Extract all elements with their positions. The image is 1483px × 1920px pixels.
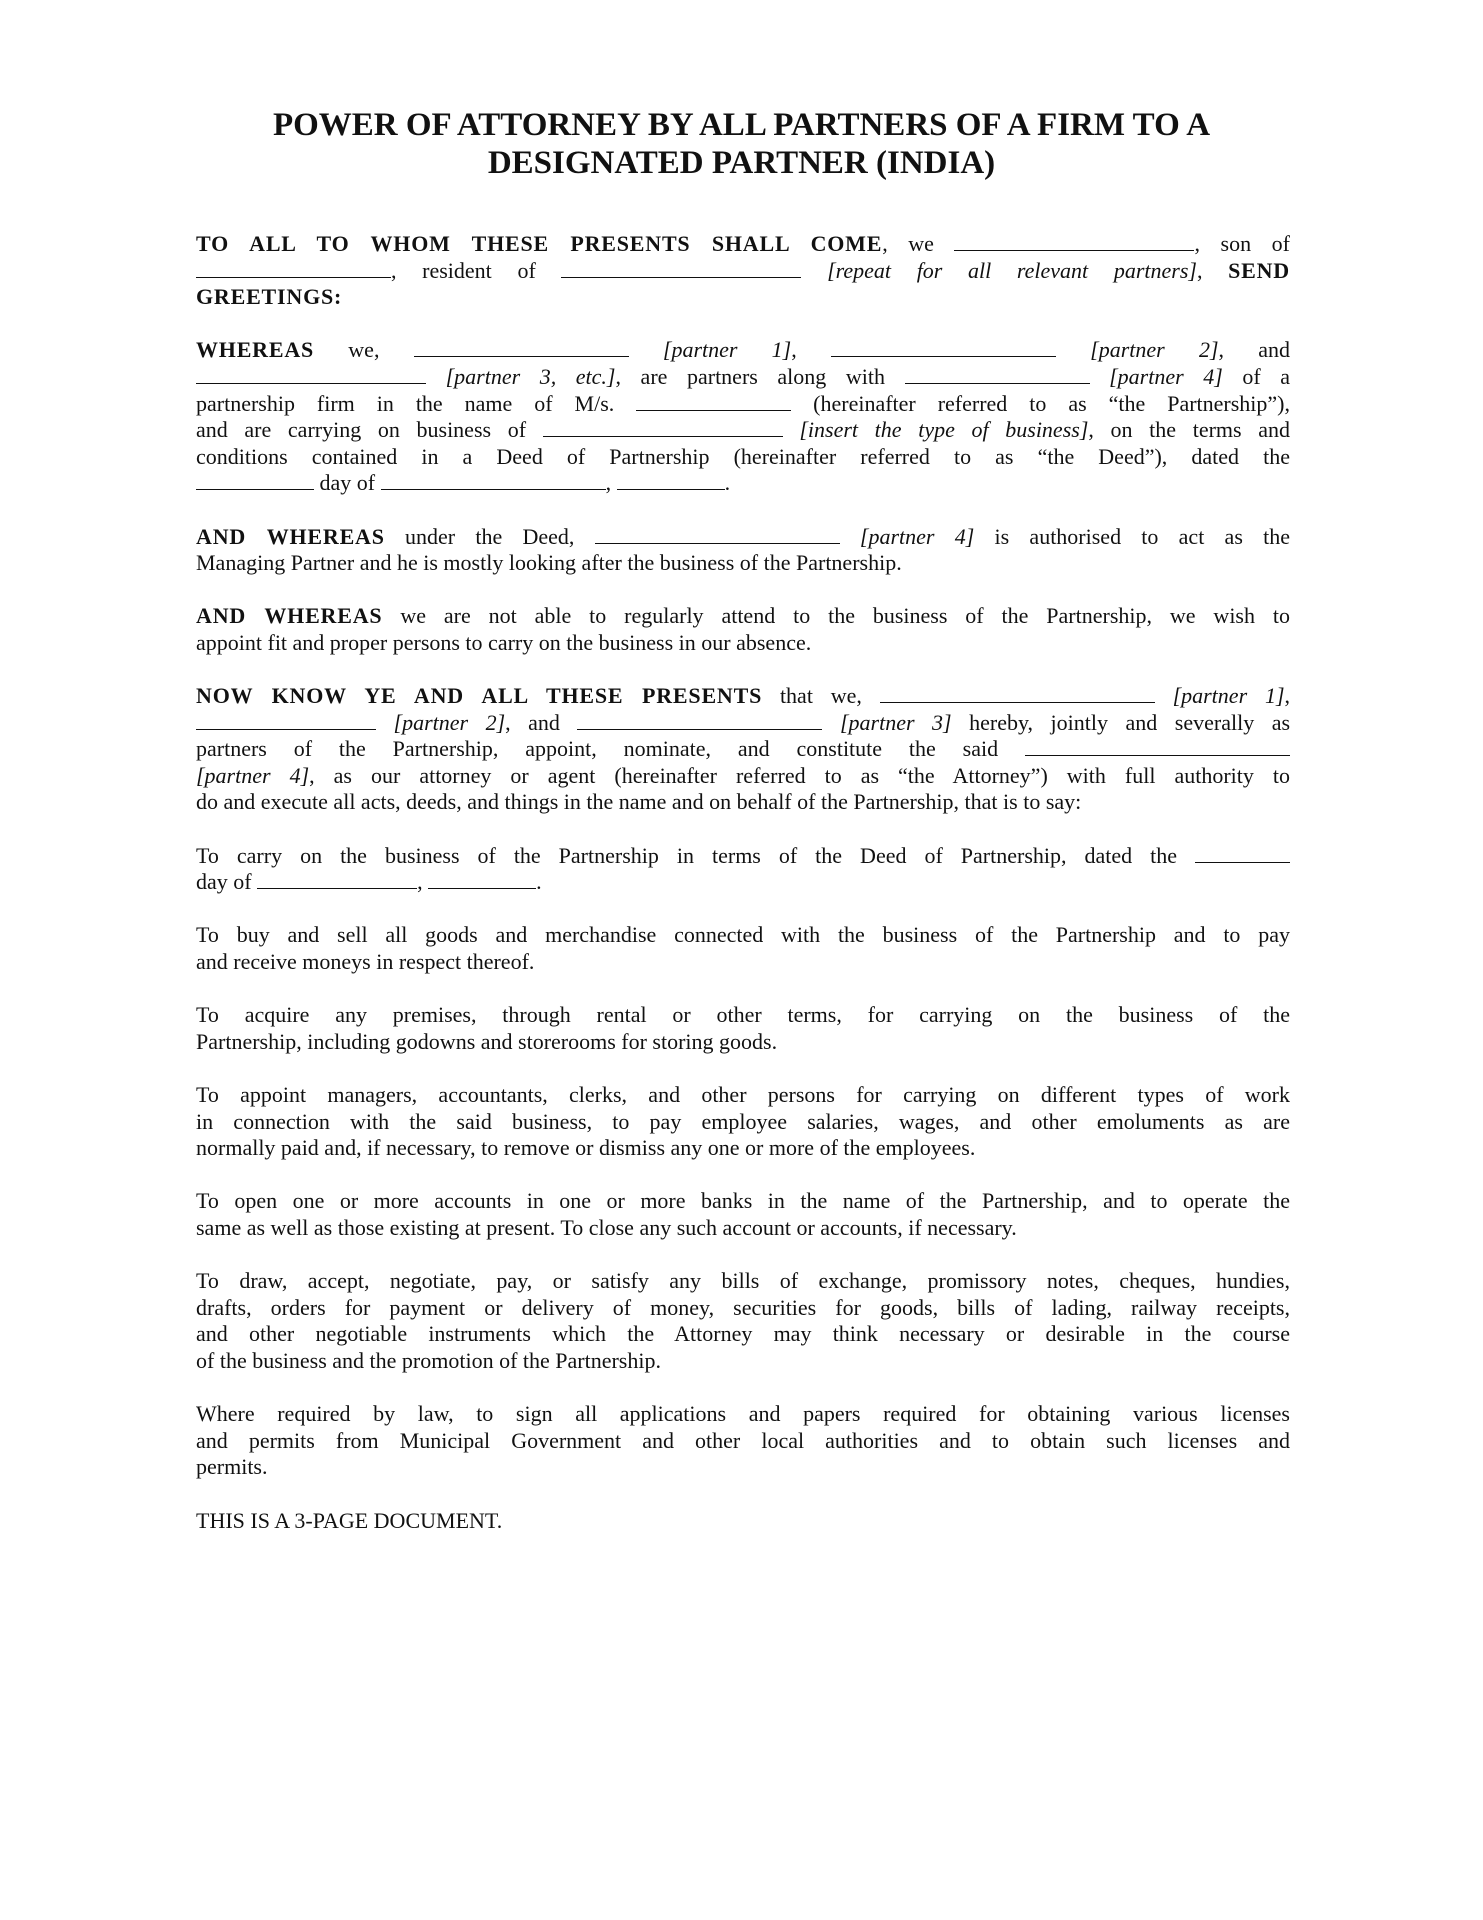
- text-run: partnership firm in the name of M/s.: [196, 390, 637, 416]
- text-line: in connection with the said business, to pay employee salaries, wages, and other emoluments as are: [196, 1108, 1290, 1134]
- text-run: that we,: [762, 683, 880, 709]
- text-run: , son of: [1194, 231, 1290, 256]
- blank-line[interactable]: [954, 231, 1194, 251]
- text-run: ,: [605, 470, 617, 496]
- text-line: To acquire any premises, through rental or other terms, for carrying on the business of the: [196, 1002, 1290, 1028]
- placeholder-text: [partner 1]: [1172, 683, 1285, 709]
- text-run: partners of the Partnership, appoint, nominate, and constitute the said: [196, 736, 1025, 762]
- text-run: , as our attorney or agent (hereinafter referred to as “the Attorney”) with full authority to: [309, 762, 1291, 788]
- text-run: ,: [1196, 257, 1229, 283]
- now-know-lead: NOW KNOW YE AND ALL THESE PRESENTS: [196, 683, 763, 709]
- document-title: [0, 106, 1483, 182]
- text-run: we are not able to regularly attend to the business of the Partnership, we wish to: [382, 603, 1290, 629]
- text-run: To carry on the business of the Partnership in terms of the Deed of Partnership, dated the: [196, 842, 1195, 868]
- placeholder-text: [repeat for all relevant partners]: [827, 257, 1197, 283]
- blank-line[interactable]: [543, 417, 783, 437]
- text-run: do and execute all acts, deeds, and things in the name and on behalf of the Partnership, that is to say:: [196, 789, 1082, 815]
- blank-line[interactable]: [257, 869, 417, 889]
- clause-paragraph: [196, 1401, 1290, 1481]
- title-line: POWER OF ATTORNEY BY ALL PARTNERS OF A FIRM TO A: [272, 107, 1211, 143]
- text-line: and permits from Municipal Government and other local authorities and to obtain such licenses and: [196, 1427, 1290, 1453]
- placeholder-text: [insert the type of business]: [799, 417, 1089, 443]
- text-run: is authorised to act as the: [974, 523, 1290, 549]
- blank-line[interactable]: [428, 869, 536, 889]
- whereas-paragraph: [196, 603, 1290, 656]
- blank-line[interactable]: [905, 364, 1090, 384]
- whereas-paragraph: [196, 524, 1290, 577]
- text-line: To appoint managers, accountants, clerks, and other persons for carrying on different types of work: [196, 1082, 1290, 1107]
- text-line: To draw, accept, negotiate, pay, or satisfy any bills of exchange, promissory notes, cheques, hundies,: [196, 1268, 1290, 1294]
- whereas-lead: WHEREAS: [196, 337, 315, 363]
- text-run: ,: [1284, 683, 1291, 709]
- placeholder-text: [partner 3]: [839, 709, 952, 735]
- blank-line[interactable]: [381, 470, 606, 490]
- blank-line[interactable]: [831, 337, 1056, 357]
- placeholder-text: [partner 4]: [1109, 363, 1223, 389]
- clause-paragraph: [196, 1002, 1290, 1055]
- text-run: .: [536, 869, 542, 895]
- text-run: ,: [791, 337, 831, 363]
- text-line: Where required by law, to sign all applications and papers required for obtaining various licenses: [196, 1401, 1290, 1427]
- text-run: day of: [196, 869, 258, 895]
- text-run: , and: [505, 709, 578, 735]
- blank-line[interactable]: [196, 364, 426, 384]
- document-body: [196, 231, 1290, 1561]
- placeholder-text: [partner 2]: [1090, 337, 1219, 363]
- clause-paragraph: [196, 922, 1290, 975]
- text-run: , and: [1218, 337, 1290, 363]
- whereas-lead: AND WHEREAS: [196, 523, 385, 549]
- text-run: hereby, jointly and severally as: [951, 709, 1291, 735]
- placeholder-text: [partner 2]: [393, 709, 506, 735]
- text-run: .: [724, 470, 731, 496]
- whereas-lead: AND WHEREAS: [196, 603, 383, 629]
- text-line: of the business and the promotion of the Partnership.: [196, 1347, 661, 1373]
- text-line: drafts, orders for payment or delivery of money, securities for goods, bills of lading, railway receipts,: [196, 1294, 1290, 1320]
- clause-paragraph: [196, 1268, 1290, 1374]
- text-run: , we: [882, 231, 955, 256]
- placeholder-text: [partner 3, etc.]: [445, 363, 616, 389]
- text-run: (hereinafter referred to as “the Partnership”),: [791, 390, 1290, 416]
- text-run: , resident of: [391, 257, 562, 283]
- blank-line[interactable]: [196, 470, 314, 490]
- blank-line[interactable]: [617, 470, 725, 490]
- text-line: and other negotiable instruments which the Attorney may think necessary or desirable in the course: [196, 1321, 1290, 1347]
- blank-line[interactable]: [595, 524, 840, 544]
- now-know-paragraph: [196, 683, 1290, 816]
- text-run: conditions contained in a Deed of Partnership (hereinafter referred to as “the Deed”), dated the: [196, 443, 1290, 469]
- clause-paragraph: [196, 1188, 1290, 1241]
- blank-line[interactable]: [196, 258, 391, 278]
- text-run: , on the terms and: [1088, 417, 1291, 443]
- placeholder-text: [partner 1]: [662, 337, 792, 363]
- whereas-paragraph: [196, 337, 1290, 497]
- text-line: same as well as those existing at present. To close any such account or accounts, if necessary.: [196, 1214, 1017, 1240]
- text-run: under the Deed,: [384, 523, 595, 549]
- blank-line[interactable]: [414, 337, 629, 357]
- text-line: To open one or more accounts in one or more banks in the name of the Partnership, and to operate the: [196, 1188, 1290, 1214]
- blank-line[interactable]: [196, 710, 376, 730]
- text-run: day of: [314, 470, 381, 496]
- blank-line[interactable]: [577, 710, 822, 730]
- text-line: permits.: [196, 1454, 268, 1480]
- placeholder-text: [partner 4]: [859, 523, 975, 549]
- text-line: To buy and sell all goods and merchandise connected with the business of the Partnership and to pay: [196, 922, 1290, 948]
- blank-line[interactable]: [880, 683, 1155, 703]
- blank-line[interactable]: [636, 391, 791, 411]
- greeting-lead: TO ALL TO WHOM THESE PRESENTS SHALL COME: [196, 231, 883, 256]
- text-line: Partnership, including godowns and storerooms for storing goods.: [196, 1028, 778, 1054]
- text-run: we,: [314, 337, 414, 363]
- blank-line[interactable]: [1025, 736, 1290, 756]
- page-count-note: THIS IS A 3-PAGE DOCUMENT.: [196, 1507, 503, 1533]
- text-run: Managing Partner and he is mostly looking after the business of the Partnership.: [196, 550, 902, 576]
- text-line: and receive moneys in respect thereof.: [196, 949, 535, 975]
- greeting-paragraph: [196, 231, 1290, 311]
- clause-paragraph: [196, 843, 1290, 896]
- text-run: and are carrying on business of: [196, 417, 543, 443]
- blank-line[interactable]: [1195, 843, 1290, 863]
- text-run: of a: [1222, 363, 1291, 389]
- clause-paragraph: [196, 1082, 1290, 1162]
- title-line: DESIGNATED PARTNER (INDIA): [487, 145, 996, 181]
- blank-line[interactable]: [561, 258, 801, 278]
- text-line: normally paid and, if necessary, to remove or dismiss any one or more of the employees.: [196, 1135, 976, 1161]
- text-run: , are partners along with: [615, 363, 905, 389]
- greetings-word: GREETINGS:: [196, 284, 343, 310]
- text-run: appoint fit and proper persons to carry on the business in our absence.: [196, 629, 812, 655]
- text-run: ,: [417, 869, 429, 895]
- placeholder-text: [partner 4]: [196, 762, 310, 788]
- send-word: SEND: [1228, 257, 1290, 283]
